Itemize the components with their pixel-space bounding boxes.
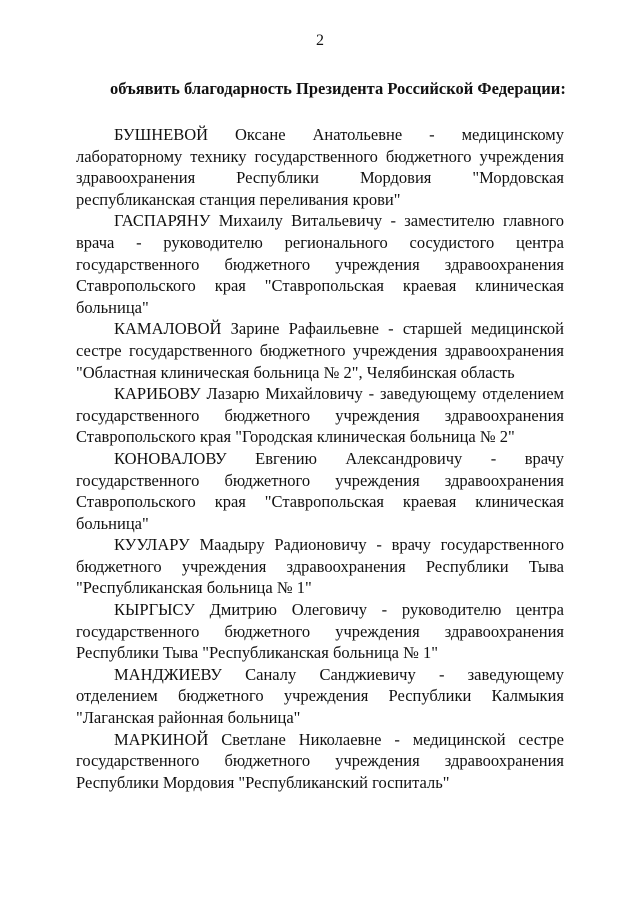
award-entry: КОНОВАЛОВУ Евгению Александровичу - врачу государственного бюджетного учреждения здравоохранения Ставропольского края "Ставропольская краевая клиническая больница"	[76, 448, 564, 533]
award-list	[76, 124, 564, 793]
award-entry: КЫРГЫСУ Дмитрию Олеговичу - руководителю центра государственного бюджетного учреждения здравоохранения Республики Тыва "Республиканская больница № 1"	[76, 600, 564, 663]
award-entry: МАРКИНОЙ Светлане Николаевне - медицинской сестре государственного бюджетного учреждения здравоохранения Республики Мордовия "Республиканский госпиталь"	[76, 729, 564, 792]
award-entry: КАРИБОВУ Лазарю Михайловичу - заведующему отделением государственного бюджетного учреждения здравоохранения Ставропольского края "Городская клиническая больница № 2"	[76, 384, 564, 447]
award-entry: КУУЛАРУ Маадыру Радионовичу - врачу государственного бюджетного учреждения здравоохранения Республики Тыва "Республиканская больница № 1"	[76, 535, 564, 598]
award-entry: КАМАЛОВОЙ Зарине Рафаильевне - старшей медицинской сестре государственного бюджетного учреждения здравоохранения "Областная клиническая больница № 2", Челябинская область	[76, 319, 564, 382]
award-entry: БУШНЕВОЙ Оксане Анатольевне - медицинскому лабораторному технику государственного бюджетного учреждения здравоохранения Республики Мордовия "Мордовская республиканская станция переливания крови"	[76, 125, 564, 209]
document-heading: объявить благодарность Президента Российской Федерации:	[110, 79, 566, 98]
award-entry: ГАСПАРЯНУ Михаилу Витальевичу - заместителю главного врача - руководителю регионального сосудистого центра государственного бюджетного учреждения здравоохранения Ставропольского края "Ставропольская краевая клиническая больница"	[76, 211, 564, 317]
award-entry: МАНДЖИЕВУ Саналу Санджиевичу - заведующему отделением бюджетного учреждения Республики Калмыкия "Лаганская районная больница"	[76, 664, 564, 728]
page-number: 2	[316, 32, 324, 49]
